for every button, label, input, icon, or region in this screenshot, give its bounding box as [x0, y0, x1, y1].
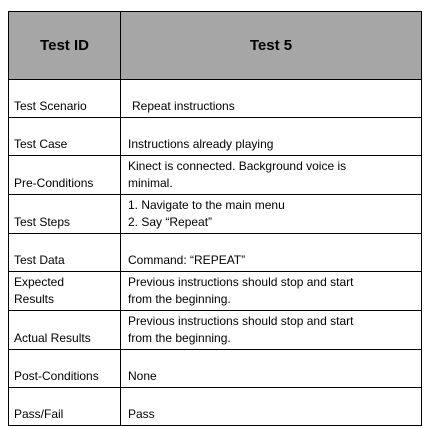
test-case-table [8, 11, 422, 426]
header-test-name: Test 5 [121, 12, 422, 80]
value-line: Repeat instructions [132, 99, 235, 113]
row-label: Actual Results [9, 311, 121, 350]
row-value [121, 156, 422, 195]
row-value [121, 195, 422, 234]
row-label: Test Data [9, 234, 121, 272]
row-label: Test Steps [9, 195, 121, 234]
row-value [121, 350, 422, 388]
row-value [121, 80, 422, 118]
value-line: Kinect is connected. Background voice is [128, 159, 347, 173]
value-line: Previous instructions should stop and start [128, 314, 354, 328]
table-row-test-data [9, 234, 422, 272]
header-test-id: Test ID [9, 12, 121, 80]
row-value [121, 118, 422, 156]
table-row-post-conditions [9, 350, 422, 388]
row-label [9, 272, 121, 311]
row-value [121, 388, 422, 426]
row-label: Pre-Conditions [9, 156, 121, 195]
row-label: Test Scenario [9, 80, 121, 118]
table-row-test-scenario [9, 80, 422, 118]
table-row-pre-conditions [9, 156, 422, 195]
table-row-test-case [9, 118, 422, 156]
table-header-row [9, 12, 422, 80]
table-row-actual-results [9, 311, 422, 350]
value-line: from the beginning. [128, 292, 231, 306]
value-line: Command: “REPEAT” [128, 253, 246, 267]
value-line: minimal. [128, 176, 173, 190]
row-label: Post-Conditions [9, 350, 121, 388]
row-value [121, 311, 422, 350]
value-line: Previous instructions should stop and start [128, 275, 354, 289]
value-line: 2. Say “Repeat” [128, 215, 213, 229]
value-line: 1. Navigate to the main menu [128, 198, 285, 212]
row-label: Pass/Fail [9, 388, 121, 426]
table-row-pass-fail [9, 388, 422, 426]
label-line: Expected [14, 275, 65, 289]
row-label: Test Case [9, 118, 121, 156]
row-value [121, 234, 422, 272]
value-line: Pass [128, 407, 155, 421]
value-line: from the beginning. [128, 331, 231, 345]
table-row-test-steps [9, 195, 422, 234]
value-line: Instructions already playing [128, 137, 274, 151]
label-line: Results [14, 292, 55, 306]
row-value [121, 272, 422, 311]
table-row-expected-results [9, 272, 422, 311]
value-line: None [128, 369, 157, 383]
